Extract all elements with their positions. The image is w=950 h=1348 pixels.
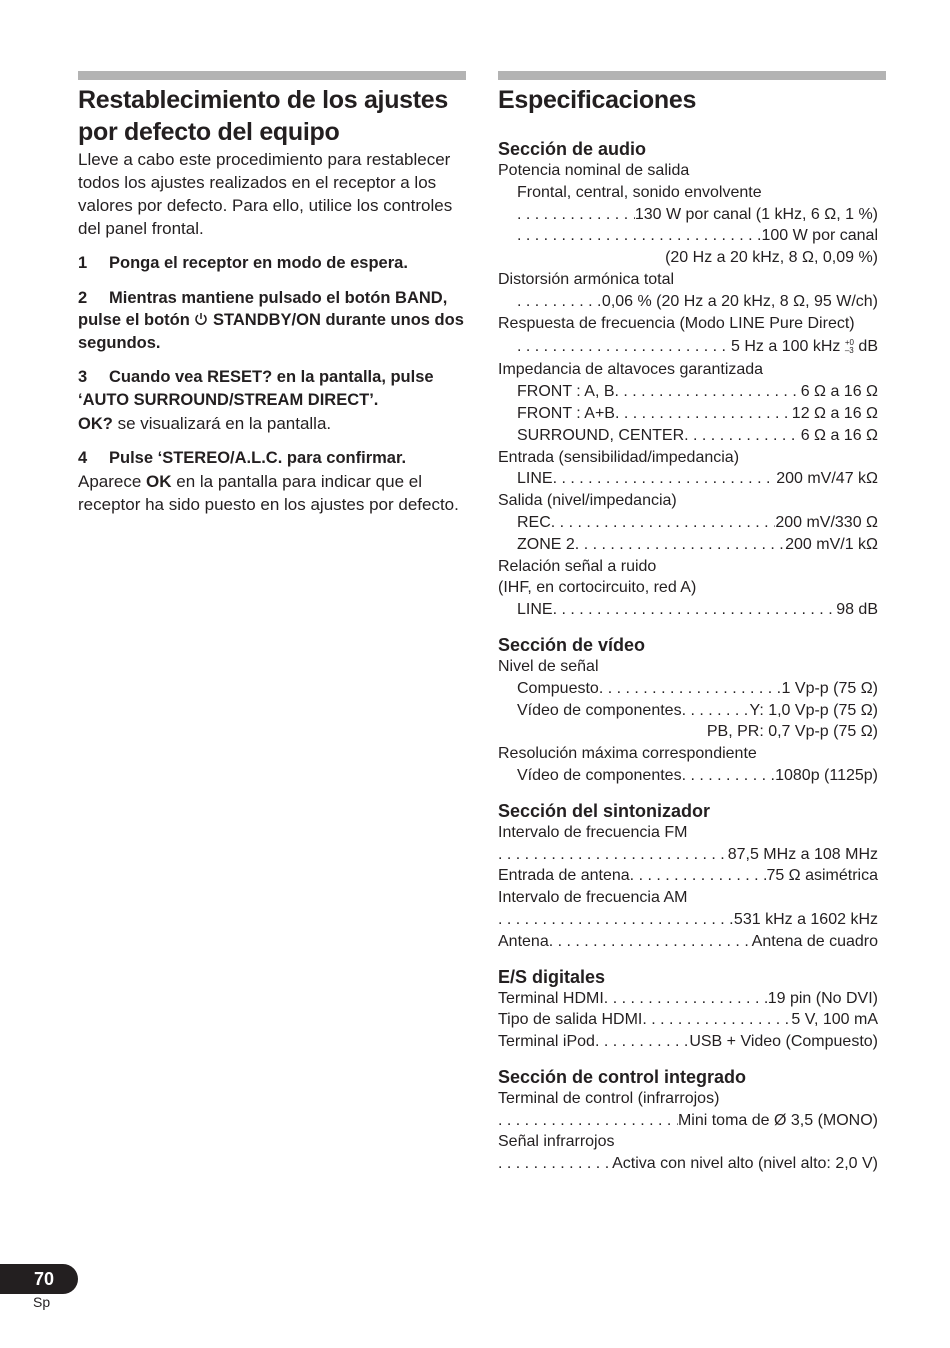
tuner-section xyxy=(498,800,878,953)
reset-title-line1: Restablecimiento de los ajustes xyxy=(78,86,448,114)
spec-row: Respuesta de frecuencia (Modo LINE Pure Direct) xyxy=(498,314,855,332)
spec-label: Terminal HDMI xyxy=(498,989,604,1007)
step-number: 1 xyxy=(78,254,88,272)
step-number: 3 xyxy=(78,368,88,387)
step-2 xyxy=(78,287,466,355)
spec-row: Potencia nominal de salida xyxy=(498,162,690,179)
tuner-heading: Sección del sintonizador xyxy=(498,800,711,821)
spec-value: 75 Ω asimétrica xyxy=(766,867,878,885)
spec-value: 1080p (1125p) xyxy=(775,766,878,784)
step-note-bold: OK xyxy=(146,471,172,491)
spec-value: 200 mV/1 kΩ xyxy=(785,535,878,553)
spec-value-text: 5 Hz a 100 kHz xyxy=(731,338,841,356)
reset-title-line2: por defecto del equipo xyxy=(78,118,340,146)
spec-row xyxy=(498,204,878,226)
audio-heading: Sección de audio xyxy=(498,139,647,159)
specs-title: Especificaciones xyxy=(498,86,697,114)
step-note: en la pantalla para indicar que el receptor ha sido puesto en los ajustes por defecto. xyxy=(78,471,459,514)
spec-row: Entrada (sensibilidad/impedancia) xyxy=(498,448,740,466)
spec-label: REC xyxy=(517,513,551,531)
spec-value: 200 mV/330 Ω xyxy=(775,513,878,531)
spec-row: Señal infrarrojos xyxy=(498,1133,615,1151)
spec-value: 0,06 % (20 Hz a 20 kHz, 8 Ω, 95 W/ch) xyxy=(601,292,878,310)
left-header-rule xyxy=(78,71,466,80)
right-header-rule xyxy=(498,71,886,80)
spec-row xyxy=(498,988,878,1010)
spec-row: Impedancia de altavoces garantizada xyxy=(498,361,764,379)
page-number: 70 xyxy=(33,1269,55,1289)
spec-row xyxy=(498,225,878,247)
step-text: Pulse ‘STEREO/A.L.C. para confirmar. xyxy=(109,449,407,468)
spec-row: Resolución máxima correspondiente xyxy=(498,745,757,763)
spec-row xyxy=(498,865,878,887)
spec-row xyxy=(498,909,878,931)
control-heading: Sección de control integrado xyxy=(498,1066,747,1087)
spec-row xyxy=(498,1009,878,1031)
spec-label: Terminal iPod xyxy=(498,1033,595,1051)
spec-value: USB + Video (Compuesto) xyxy=(689,1033,878,1051)
power-icon xyxy=(194,312,208,326)
audio-section xyxy=(498,138,878,621)
spec-label: Entrada de antena xyxy=(498,867,630,885)
spec-label: LINE xyxy=(517,470,553,488)
spec-value: 130 W por canal (1 kHz, 6 Ω, 1 %) xyxy=(634,205,878,223)
spec-row: Intervalo de frecuencia FM xyxy=(498,823,688,841)
step-3 xyxy=(78,366,466,435)
spec-row: (20 Hz a 20 kHz, 8 Ω, 0,09 %) xyxy=(665,249,878,267)
spec-value: 5 V, 100 mA xyxy=(791,1011,878,1029)
step-text: Mientras mantiene pulsado el botón BAND, pulse el botón xyxy=(78,288,448,330)
spec-value: 531 kHz a 1602 kHz xyxy=(733,910,878,928)
reset-title xyxy=(78,84,466,148)
spec-row: Salida (nivel/impedancia) xyxy=(498,492,677,510)
spec-value: Mini toma de Ø 3,5 (MONO) xyxy=(677,1111,878,1129)
digital-io-heading: E/S digitales xyxy=(498,966,606,987)
step-note-bold: OK? xyxy=(78,414,113,433)
spec-row: PB, PR: 0,7 Vp-p (75 Ω) xyxy=(706,723,878,741)
step-text: STANDBY/ON durante unos dos segundos. xyxy=(78,311,464,352)
spec-row: Terminal de control (infrarrojos) xyxy=(498,1089,720,1107)
page-number-tab xyxy=(0,1264,78,1294)
spec-row xyxy=(498,700,878,722)
spec-label: Vídeo de componentes xyxy=(517,701,682,719)
spec-label: FRONT : A, B xyxy=(517,383,615,401)
spec-label: SURROUND, CENTER xyxy=(517,426,685,444)
spec-row xyxy=(498,1031,878,1053)
spec-row xyxy=(498,765,878,787)
video-heading: Sección de vídeo xyxy=(498,634,646,655)
spec-row: Frontal, central, sonido envolvente xyxy=(517,183,762,201)
spec-value: 12 Ω a 16 Ω xyxy=(791,404,878,422)
spec-value xyxy=(731,334,878,359)
step-1 xyxy=(78,252,466,275)
spec-label: Antena xyxy=(498,932,549,950)
step-4-note xyxy=(78,470,466,516)
spec-row xyxy=(498,1110,878,1132)
spec-unit: dB xyxy=(853,338,878,356)
spec-row xyxy=(498,1153,878,1175)
spec-row xyxy=(498,512,878,534)
spec-row xyxy=(498,599,878,621)
spec-value: 6 Ω a 16 Ω xyxy=(800,383,878,401)
spec-value: 98 dB xyxy=(836,601,878,619)
spec-row: Distorsión armónica total xyxy=(498,270,675,288)
tolerance xyxy=(845,339,854,355)
reset-section xyxy=(78,84,466,516)
step-note: Aparece xyxy=(78,471,147,491)
spec-value: Antena de cuadro xyxy=(751,932,878,950)
language-code: Sp xyxy=(33,1294,51,1310)
spec-value: 200 mV/47 kΩ xyxy=(776,470,878,488)
tolerance-plus: +0 xyxy=(844,338,854,348)
spec-row: Intervalo de frecuencia AM xyxy=(498,889,688,907)
spec-row: Nivel de señal xyxy=(498,657,599,675)
tolerance-minus: –3 xyxy=(844,346,854,356)
video-section xyxy=(498,634,878,787)
spec-row xyxy=(498,425,878,447)
spec-row xyxy=(498,931,878,953)
spec-label: LINE xyxy=(517,601,553,619)
spec-value: Y: 1,0 Vp-p (75 Ω) xyxy=(749,701,878,719)
spec-row: Relación señal a ruido xyxy=(498,557,657,575)
spec-value: 6 Ω a 16 Ω xyxy=(800,426,878,444)
spec-value: 1 Vp-p (75 Ω) xyxy=(781,679,878,697)
spec-row xyxy=(498,381,878,403)
spec-value: 87,5 MHz a 108 MHz xyxy=(727,845,878,863)
spec-value: 100 W por canal xyxy=(761,227,878,245)
step-note: se visualizará en la pantalla. xyxy=(112,413,332,433)
step-number: 4 xyxy=(78,449,88,468)
spec-row xyxy=(498,844,878,866)
step-text: Cuando vea RESET? en la pantalla, pulse ‘AUTO SURROUND/STREAM DIRECT’. xyxy=(78,368,434,409)
spec-label: ZONE 2 xyxy=(517,535,575,553)
step-4 xyxy=(78,447,466,470)
spec-row: (IHF, en cortocircuito, red A) xyxy=(498,579,697,597)
step-text: Ponga el receptor en modo de espera. xyxy=(109,254,408,272)
spec-label: Compuesto xyxy=(517,679,599,697)
digital-io-section xyxy=(498,966,878,1053)
spec-row xyxy=(498,678,878,700)
spec-row xyxy=(498,468,878,490)
specifications-section xyxy=(498,84,878,1175)
step-number: 2 xyxy=(78,288,88,307)
reset-intro: Lleve a cabo este procedimiento para restablecer todos los ajustes realizados en el receptor a los valores por defecto. Para ello, utilice los controles del panel frontal. xyxy=(78,150,453,238)
spec-row xyxy=(498,334,878,359)
spec-row xyxy=(498,291,878,313)
spec-value: 19 pin (No DVI) xyxy=(767,989,878,1007)
spec-value: Activa con nivel alto (nivel alto: 2,0 V) xyxy=(612,1155,878,1173)
spec-row xyxy=(498,403,878,425)
spec-label: FRONT : A+B xyxy=(517,404,615,422)
control-section xyxy=(498,1066,878,1175)
spec-label: Tipo de salida HDMI xyxy=(498,1011,643,1029)
spec-label: Vídeo de componentes xyxy=(517,766,682,784)
spec-row xyxy=(498,534,878,556)
